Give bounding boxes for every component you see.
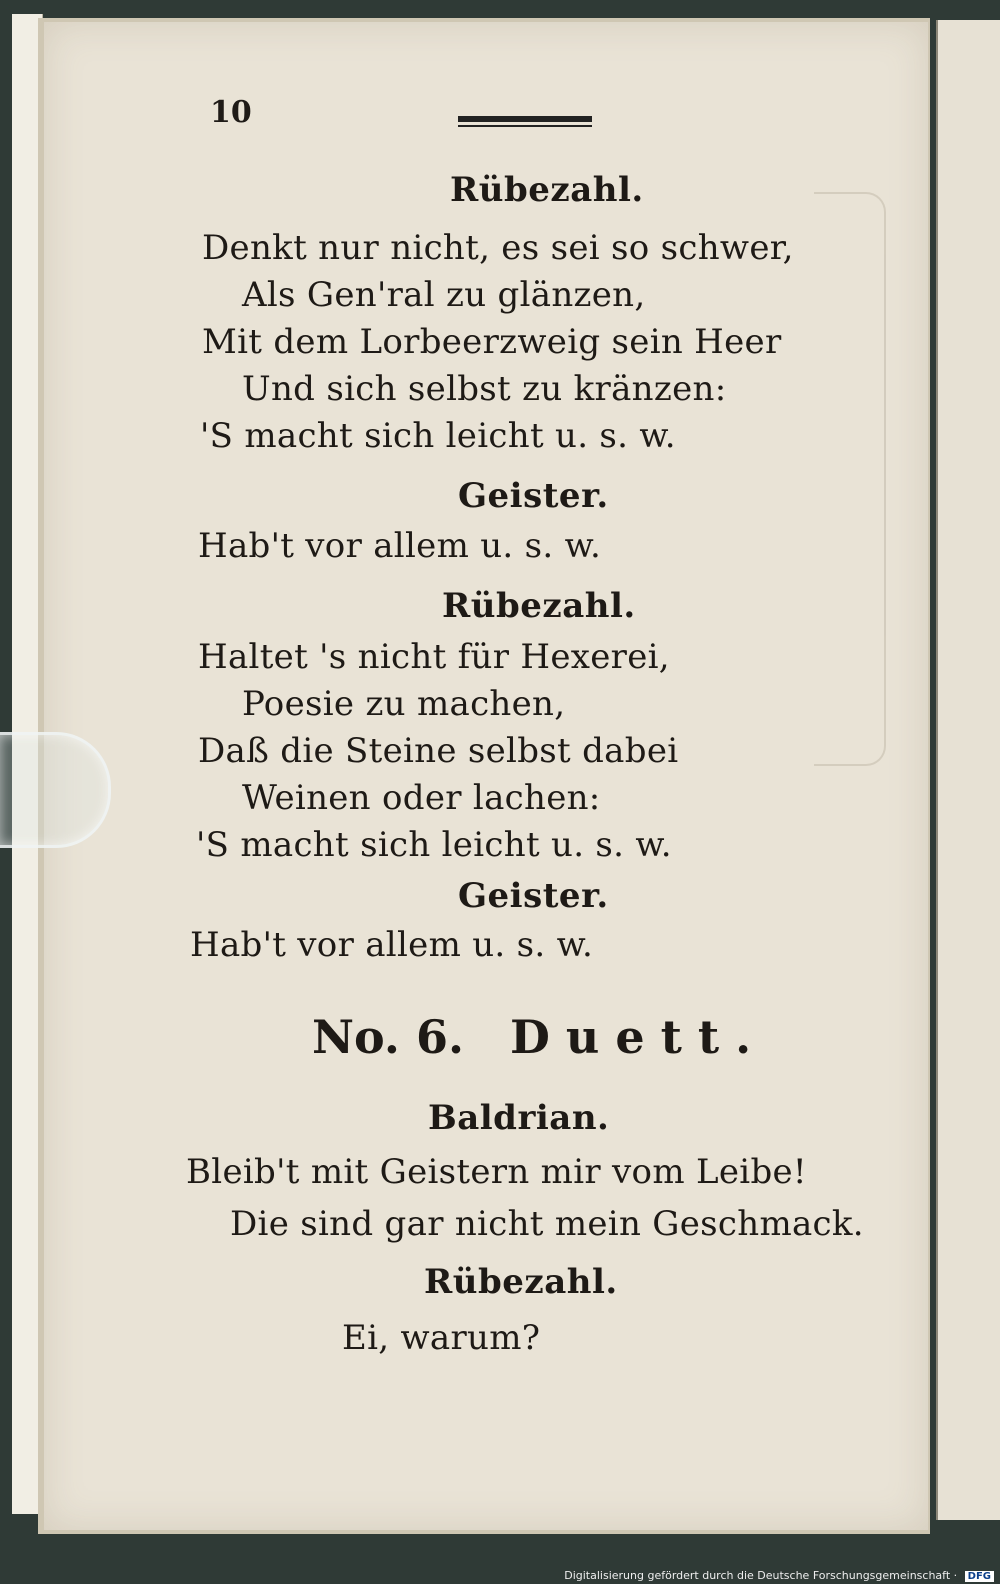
number-label: No. 6. <box>312 1010 464 1064</box>
verse-line: Hab't vor allem u. s. w. <box>190 925 594 965</box>
page-number: 10 <box>210 95 252 130</box>
verse-line: Als Gen'ral zu glänzen, <box>242 275 646 315</box>
verse-line: Denkt nur nicht, es sei so schwer, <box>202 228 794 268</box>
verse-line: Hab't vor allem u. s. w. <box>198 526 602 566</box>
speaker-name: Rübezahl. <box>450 170 644 210</box>
number-title: Duett. <box>510 1010 768 1064</box>
verse-line: Ei, warum? <box>342 1318 541 1358</box>
speaker-name: Rübezahl. <box>442 586 636 626</box>
verse-line: Und sich selbst zu kränzen: <box>242 369 727 409</box>
credit-text: Digitalisierung gefördert durch die Deutsche Forschungsgemeinschaft · <box>564 1569 958 1582</box>
speaker-name: Geister. <box>458 876 609 916</box>
header-rule <box>458 116 592 127</box>
verse-line: Daß die Steine selbst dabei <box>198 731 679 771</box>
speaker-name: Baldrian. <box>428 1098 610 1138</box>
verse-line: Poesie zu machen, <box>242 684 566 724</box>
page-clip <box>0 732 111 848</box>
verse-line: Haltet 's nicht für Hexerei, <box>198 637 670 677</box>
verse-line: 'S macht sich leicht u. s. w. <box>196 825 672 865</box>
speaker-name: Geister. <box>458 476 609 516</box>
show-through-stamp <box>814 192 886 766</box>
verse-line: Bleib't mit Geistern mir vom Leibe! <box>186 1152 807 1192</box>
verse-line: Mit dem Lorbeerzweig sein Heer <box>202 322 782 362</box>
verse-line: 'S macht sich leicht u. s. w. <box>200 416 676 456</box>
speaker-name: Rübezahl. <box>424 1262 618 1302</box>
verse-line: Weinen oder lachen: <box>242 778 601 818</box>
verse-line: Die sind gar nicht mein Geschmack. <box>230 1204 864 1244</box>
number-heading <box>312 1010 767 1064</box>
digitization-credit <box>564 1569 994 1582</box>
facing-page-edge <box>936 20 1000 1520</box>
dfg-logo: DFG <box>965 1571 994 1582</box>
